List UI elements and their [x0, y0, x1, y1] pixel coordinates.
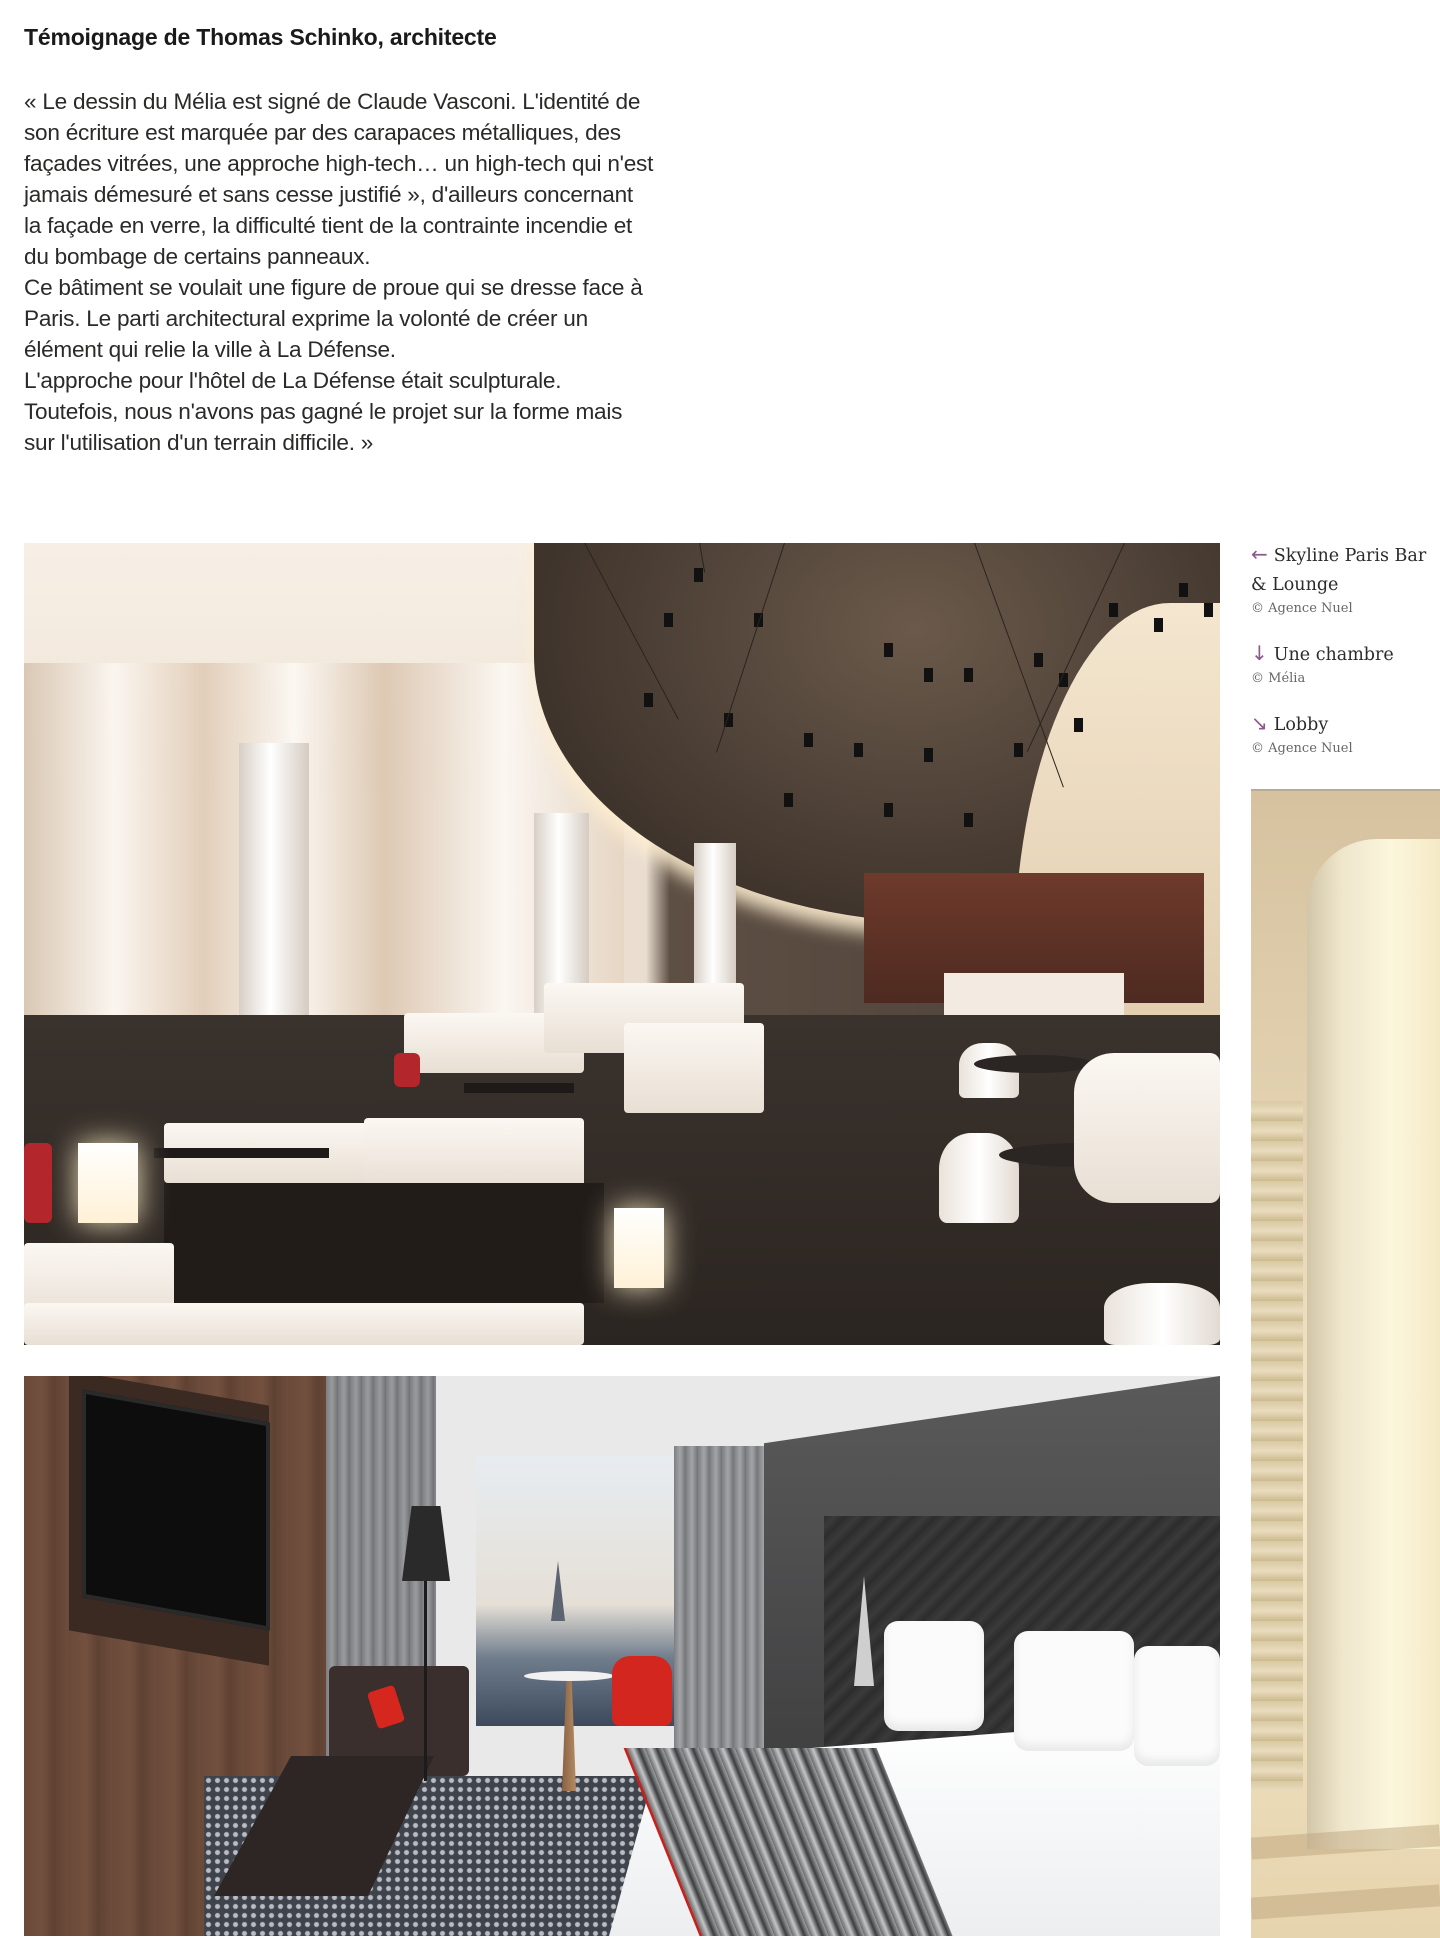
pendant-light [924, 668, 933, 682]
caption-column [1251, 540, 1440, 779]
pendant-light [804, 733, 813, 747]
room-lamp-pole [424, 1581, 427, 1781]
lounge-round-table [974, 1055, 1094, 1073]
photo-lobby [1251, 789, 1440, 1938]
pendant-light [644, 693, 653, 707]
lounge-table [154, 1148, 329, 1158]
lounge-sofa [624, 1023, 764, 1113]
caption-lobby [1251, 709, 1440, 757]
lounge-stool [1104, 1283, 1220, 1345]
pendant-light [964, 668, 973, 682]
lounge-foreground-table [24, 1303, 584, 1345]
pendant-light [1154, 618, 1163, 632]
pendant-light [1014, 743, 1023, 757]
pendant-light [1034, 653, 1043, 667]
pendant-light [1179, 583, 1188, 597]
article-body [24, 86, 654, 458]
room-side-table [524, 1671, 614, 1681]
lobby-window [1251, 1101, 1303, 1791]
lobby-floor-stripe [1251, 1884, 1440, 1919]
room-pillow [1134, 1646, 1220, 1766]
lounge-red-pillow [24, 1143, 52, 1223]
pendant-light [854, 743, 863, 757]
room-tv [82, 1389, 270, 1630]
caption-chambre [1251, 639, 1440, 687]
lounge-table [464, 1083, 574, 1093]
pendant-light [884, 643, 893, 657]
lounge-sofa-base [164, 1183, 604, 1303]
pendant-light [1204, 603, 1213, 617]
arrow-left-icon: ← [1251, 542, 1268, 566]
pendant-light [1109, 603, 1118, 617]
pendant-light [1074, 718, 1083, 732]
caption-title: Lobby [1273, 715, 1329, 735]
lounge-cube-lamp [614, 1208, 664, 1288]
lounge-armchair [1074, 1053, 1220, 1203]
photo-chambre [24, 1376, 1220, 1936]
arrow-down-icon: ↓ [1251, 641, 1268, 665]
caption-title: Skyline Paris Bar & Lounge [1251, 546, 1427, 595]
room-pillow [1014, 1631, 1134, 1751]
lobby-column [1307, 839, 1440, 1849]
lounge-red-pillow [394, 1053, 420, 1087]
arrow-down-right-icon: ↘ [1251, 711, 1268, 735]
lounge-stool [939, 1133, 1019, 1223]
article-heading: Témoignage de Thomas Schinko, architecte [24, 24, 497, 50]
pendant-light [964, 813, 973, 827]
article-paragraph: L'approche pour l'hôtel de La Défense était sculpturale. Toutefois, nous n'avons pas gagné le projet sur la forme mais sur l'utilisation d'un terrain difficile. » [24, 368, 623, 455]
caption-credit: © Mélia [1251, 671, 1306, 686]
eiffel-tower-print [854, 1576, 874, 1686]
pendant-light [924, 748, 933, 762]
caption-title: Une chambre [1273, 645, 1394, 665]
room-pillow [884, 1621, 984, 1731]
article-paragraph: Ce bâtiment se voulait une figure de proue qui se dresse face à Paris. Le parti architectural exprime la volonté de créer un élément qui relie la ville à La Défense. [24, 275, 643, 362]
pendant-light [784, 793, 793, 807]
caption-credit: © Agence Nuel [1251, 601, 1353, 616]
article-paragraph: « Le dessin du Mélia est signé de Claude Vasconi. L'identité de son écriture est marquée par des carapaces métalliques, des façades vitrées, une approche high-tech… un high-tech qui n'est jamais démesuré et sans cesse justifié », d'ailleurs concernant la façade en verre, la difficulté tient de la contrainte incendie et du bombage de certains panneaux. [24, 89, 654, 269]
lounge-cube-lamp [78, 1143, 138, 1223]
room-red-chair [612, 1656, 672, 1726]
pendant-light [694, 568, 703, 582]
pendant-light [664, 613, 673, 627]
pendant-light [884, 803, 893, 817]
photo-skyline-lounge [24, 543, 1220, 1345]
lounge-sofa [364, 1118, 584, 1188]
eiffel-tower [551, 1561, 565, 1621]
caption-skyline [1251, 540, 1440, 617]
caption-credit: © Agence Nuel [1251, 741, 1353, 756]
